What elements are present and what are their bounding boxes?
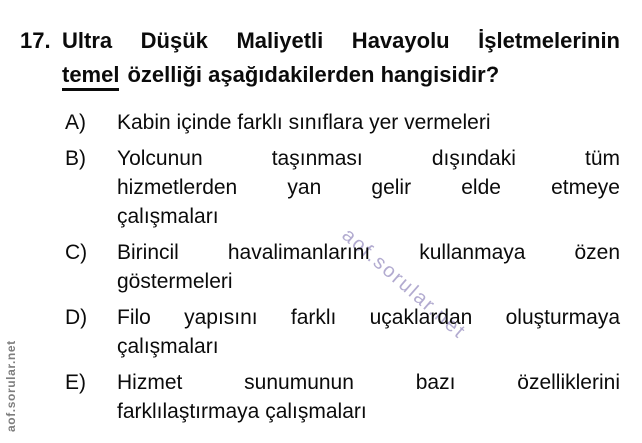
option-b-text — [117, 144, 620, 231]
option-b-line-1: Yolcunun taşınması dışındaki tüm — [117, 147, 620, 170]
options-list — [0, 92, 642, 426]
option-e-letter: E) — [65, 371, 86, 394]
option-c-line-1: Birincil havalimanlarını kullanmaya özen — [117, 241, 620, 264]
option-b-line-2: hizmetlerden yan gelir elde etmeye — [117, 176, 620, 199]
diagonal-watermark: aof.sorular.net — [337, 224, 471, 344]
option-d — [65, 303, 620, 361]
option-e-text — [117, 368, 620, 426]
option-a — [65, 108, 620, 137]
option-c-text — [117, 238, 620, 296]
option-a-text — [117, 108, 620, 137]
question-number: 17. — [20, 28, 51, 53]
option-e-line-1: Hizmet sunumunun bazı özelliklerini — [117, 371, 620, 394]
option-d-line-1: Filo yapısını farklı uçaklardan oluşturmaya — [117, 306, 620, 329]
option-d-line-2: çalışmaları — [117, 335, 219, 358]
underlined-word: temel — [62, 62, 119, 91]
option-d-letter: D) — [65, 306, 88, 329]
option-c — [65, 238, 620, 296]
option-e — [65, 368, 620, 426]
question-line-2-rest: özelliği aşağıdakilerden hangisidir? — [127, 62, 500, 87]
option-b-line-3: çalışmaları — [117, 205, 219, 228]
question — [0, 0, 642, 92]
option-c-letter: C) — [65, 241, 88, 264]
option-b-letter: B) — [65, 147, 86, 170]
option-a-letter: A) — [65, 111, 86, 134]
question-line-2 — [62, 58, 620, 92]
left-vertical-watermark: aof.sorular.net — [4, 340, 18, 432]
question-text — [62, 24, 620, 92]
option-a-line-1: Kabin içinde farklı sınıflara yer vermeleri — [117, 111, 491, 134]
option-d-text — [117, 303, 620, 361]
option-b — [65, 144, 620, 231]
option-e-line-2: farklılaştırmaya çalışmaları — [117, 400, 367, 423]
option-c-line-2: göstermeleri — [117, 270, 233, 293]
question-line-1: Ultra Düşük Maliyetli Havayolu İşletmelerinin — [62, 28, 620, 53]
